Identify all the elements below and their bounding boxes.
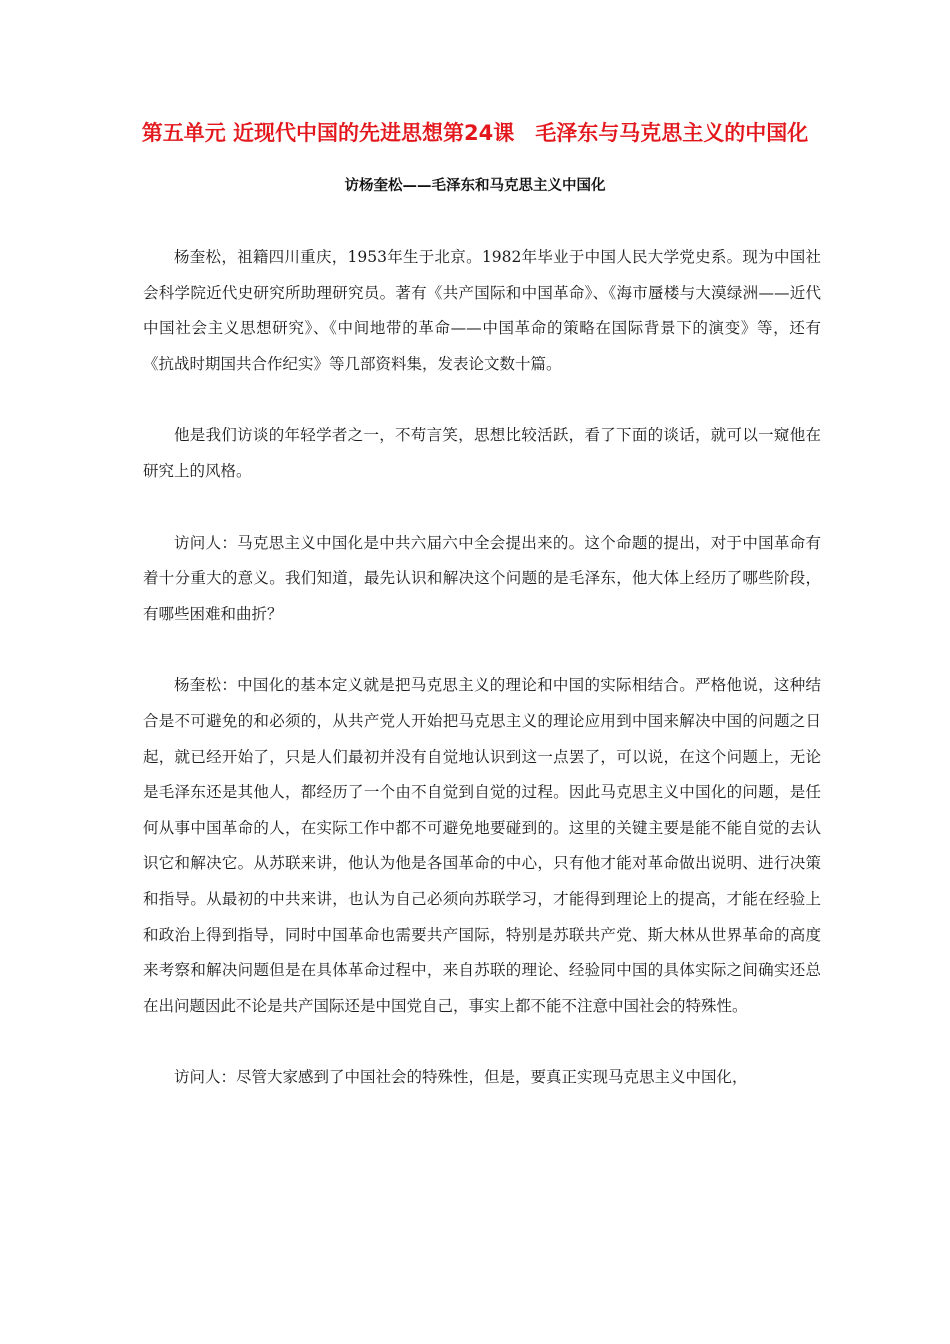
document-body	[143, 240, 821, 1132]
document-title: 第五单元 近现代中国的先进思想第24课 毛泽东与马克思主义的中国化	[141, 121, 809, 145]
paragraph-question-2: 访问人：尽管大家感到了中国社会的特殊性，但是，要真正实现马克思主义中国化，	[174, 1068, 748, 1087]
document-subtitle: 访杨奎松——毛泽东和马克思主义中国化	[344, 178, 606, 194]
paragraph-bio: 杨奎松，祖籍四川重庆，1953年生于北京。1982年毕业于中国人民大学党史系。现为中国社会科学院近代史研究所助理研究员。著有《共产国际和中国革命》、《海市蜃楼与大漠绿洲——近代中国社会主义思想研究》、《中间地带的革命——中国革命的策略在国际背景下的演变》等，还有《抗战时期国共合作纪实》等几部资料集，发表论文数十篇。	[143, 248, 821, 373]
paragraph-intro: 他是我们访谈的年轻学者之一，不苟言笑，思想比较活跃，看了下面的谈话，就可以一窥他在研究上的风格。	[143, 426, 821, 480]
paragraph-answer-1: 杨奎松：中国化的基本定义就是把马克思主义的理论和中国的实际相结合。严格他说，这种结合是不可避免的和必须的，从共产党人开始把马克思主义的理论应用到中国来解决中国的问题之日起，就已经开始了，只是人们最初并没有自觉地认识到这一点罢了，可以说，在这个问题上，无论是毛泽东还是其他人，都经历了一个由不自觉到自觉的过程。因此马克思主义中国化的问题，是任何从事中国革命的人，在实际工作中都不可避免地要碰到的。这里的关键主要是能不能自觉的去认识它和解决它。从苏联来讲，他认为他是各国革命的中心，只有他才能对革命做出说明、进行决策和指导。从最初的中共来讲，也认为自己必须向苏联学习，才能得到理论上的提高，才能在经验上和政治上得到指导，同时中国革命也需要共产国际，特别是苏联共产党、斯大林从世界革命的高度来考察和解决问题但是在具体革命过程中，来自苏联的理论、经验同中国的具体实际之间确实还总在出问题因此不论是共产国际还是中国党自己，事实上都不能不注意中国社会的特殊性。	[143, 676, 821, 1015]
paragraph-question-1: 访问人：马克思主义中国化是中共六届六中全会提出来的。这个命题的提出，对于中国革命有着十分重大的意义。我们知道，最先认识和解决这个问题的是毛泽东，他大体上经历了哪些阶段，有哪些困难和曲折？	[143, 533, 821, 623]
